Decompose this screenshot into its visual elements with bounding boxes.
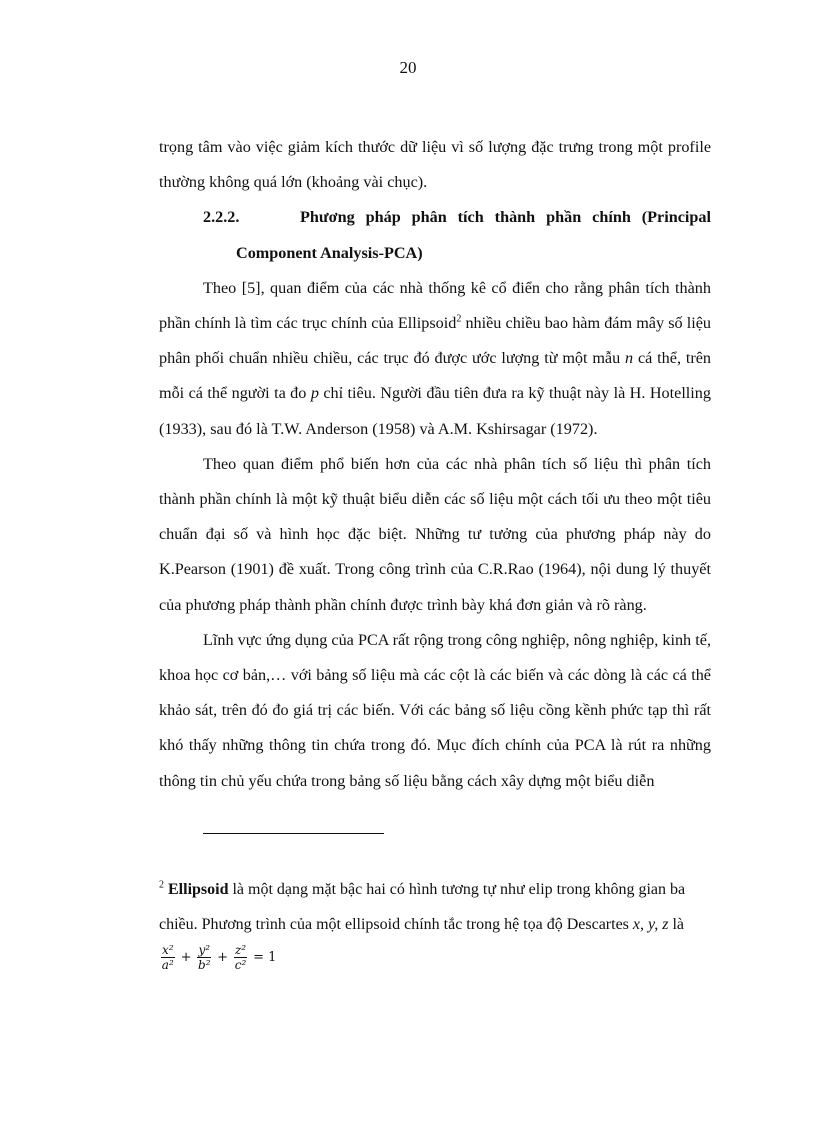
- footnote-reference[interactable]: 2: [456, 313, 462, 325]
- footnote: [159, 872, 711, 971]
- text-run: chỉ tiêu. Người đầu tiên đưa ra kỹ thuật này là H. Hotelling (1933), sau đó là T.W. Anderson (1958) và A.M. Kshirsagar (1972).: [159, 384, 711, 438]
- paragraph-pca-modern: Theo quan điểm phổ biến hơn của các nhà phân tích số liệu thì phân tích thành phần chính là một kỹ thuật biểu diễn các số liệu một cách tối ưu theo một tiêu chuẩn đại số và hình học đặc biệt. Những tư tưởng của phương pháp này do K.Pearson (1901) đề xuất. Trong công trình của C.R.Rao (1964), nội dung lý thuyết của phương pháp thành phần chính được trình bày khá đơn giản và rõ ràng.: [159, 454, 711, 614]
- footnote-text: [159, 872, 711, 942]
- footnote-term: Ellipsoid: [168, 881, 229, 898]
- equals-one: = 1: [253, 950, 277, 965]
- section-heading: [159, 200, 711, 270]
- numerator: x²: [162, 943, 174, 957]
- section-title-line2: Component Analysis-PCA): [236, 243, 423, 262]
- footnote-variables: x, y, z: [632, 916, 669, 933]
- ellipsoid-formula: [159, 944, 711, 971]
- denominator: a²: [161, 958, 174, 972]
- numerator: z²: [234, 943, 247, 957]
- variable-n: n: [625, 349, 634, 368]
- fraction-y: [197, 944, 211, 971]
- denominator: b²: [198, 958, 211, 972]
- paragraph-intro: trọng tâm vào việc giảm kích thước dữ liệu vì số lượng đặc trưng trong một profile thường không quá lớn (khoảng vài chục).: [159, 138, 711, 192]
- fraction-z: [234, 944, 247, 971]
- denominator: c²: [234, 958, 247, 972]
- text-run: nhiều chiều bao hàm đám mây số liệu phân phối chuẩn nhiều chiều, các trục đó được ước lượng từ một mẫu: [159, 314, 711, 368]
- plus-sign: +: [217, 950, 228, 965]
- variable-p: p: [310, 384, 319, 403]
- paragraph-pca-applications: Lĩnh vực ứng dụng của PCA rất rộng trong công nghiệp, nông nghiệp, kinh tế, khoa học cơ bản,… với bảng số liệu mà các cột là các biến và các dòng là các cá thể khảo sát, trên đó đo giá trị các biến. Với các bảng số liệu cồng kềnh phức tạp thì rất khó thấy những thông tin chứa trong đó. Mục đích chính của PCA là rút ra những thông tin chủ yếu chứa trong bảng số liệu bằng cách xây dựng một biểu diễn: [159, 630, 711, 790]
- text-run: Theo [5], quan điểm của các nhà thống kê cổ điển cho rằng phân tích thành phần chính là tìm các trục chính của Ellipsoid: [159, 278, 711, 333]
- section-title-line1: Phương pháp phân tích thành phần chính (Principal: [300, 208, 711, 227]
- footnote-separator: [203, 833, 384, 834]
- fraction-x: [161, 944, 175, 971]
- text-run: là: [668, 916, 684, 933]
- plus-sign: +: [180, 950, 192, 965]
- text-run: cá thể, trên mỗi cá thể người ta đo: [159, 349, 712, 403]
- text-run: là một dạng mặt bậc hai có hình tương tự như elip trong không gian ba chiều. Phương trình của một ellipsoid chính tắc trong hệ tọa độ Descartes: [159, 881, 686, 933]
- page-number: 20: [399, 58, 417, 77]
- paragraph-pca-classical: [159, 271, 711, 447]
- body-text: [159, 130, 711, 799]
- section-number: 2.2.2.: [203, 208, 240, 227]
- footnote-mark: 2: [159, 879, 164, 891]
- numerator: y²: [198, 943, 211, 957]
